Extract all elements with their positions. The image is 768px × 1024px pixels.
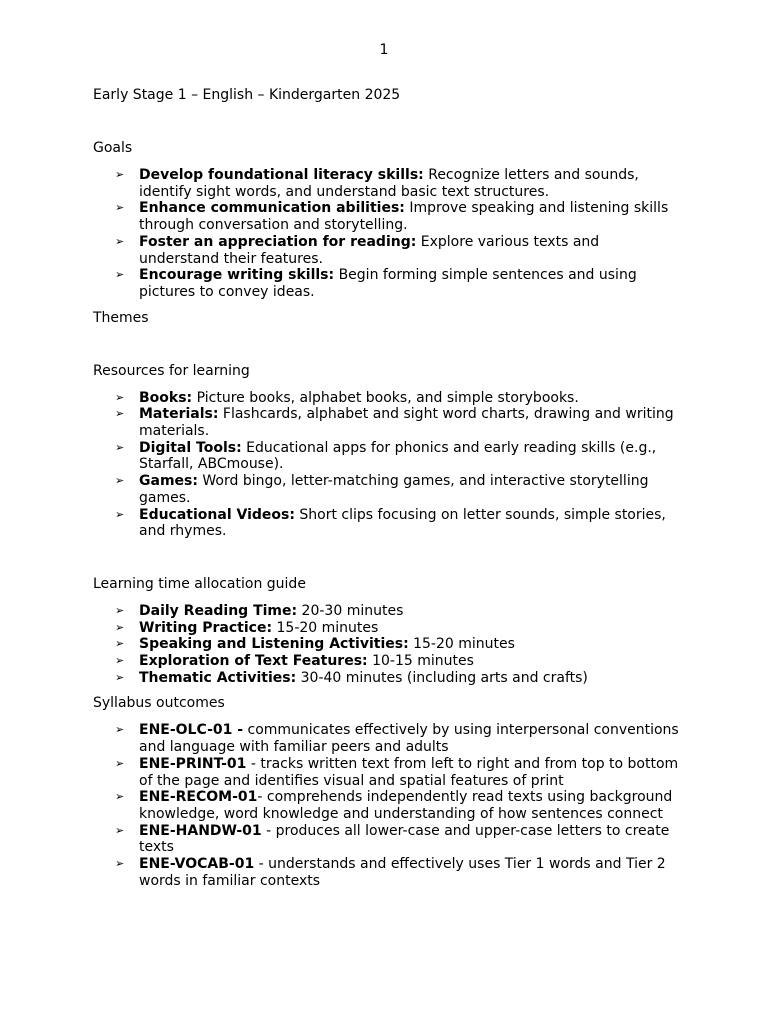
time-allocation-item-text: 15-20 minutes — [272, 619, 379, 636]
arrowhead-bullet-icon: ➢ — [115, 637, 125, 651]
resource-item-term: Materials: — [139, 406, 219, 423]
goal-item-text: Begin forming simple sentences and using pictures to convey ideas. — [139, 267, 637, 300]
time-allocation-item-text: 10-15 minutes — [367, 653, 474, 670]
time-allocation-item-term: Writing Practice: — [139, 619, 273, 636]
arrowhead-bullet-icon: ➢ — [115, 268, 125, 282]
time-allocation-item-term: Thematic Activities: — [139, 669, 297, 686]
arrowhead-bullet-icon: ➢ — [115, 857, 125, 871]
time-allocation-item-term: Daily Reading Time: — [139, 602, 298, 619]
goal-item-text: Improve speaking and listening skills through conversation and storytelling. — [139, 200, 669, 234]
outcome-item — [93, 823, 683, 856]
goal-item — [93, 200, 683, 233]
outcome-item-term: ENE-HANDW-01 — [139, 822, 262, 839]
outcome-item — [93, 756, 683, 789]
outcome-item-text: - comprehends independently read texts using background knowledge, word knowledge and understanding of how sentences connect — [139, 789, 673, 822]
time-allocation-list — [93, 603, 683, 687]
goal-item — [93, 234, 683, 267]
page-number: 1 — [379, 42, 389, 58]
goal-item-term: Encourage writing skills: — [139, 267, 335, 284]
goals-heading: Goals — [93, 140, 133, 156]
resource-item-term: Educational Videos: — [139, 506, 295, 523]
goal-item-term: Foster an appreciation for reading: — [139, 233, 417, 250]
outcome-item-text: - understands and effectively uses Tier 1 words and Tier 2 words in familiar contexts — [139, 856, 666, 889]
arrowhead-bullet-icon: ➢ — [115, 603, 125, 617]
arrowhead-bullet-icon: ➢ — [115, 670, 125, 684]
outcome-item — [93, 856, 683, 889]
resource-item-term: Digital Tools: — [139, 439, 242, 456]
time-allocation-item-term: Exploration of Text Features: — [139, 653, 368, 670]
resource-item — [93, 507, 683, 540]
outcome-item-term: ENE-PRINT-01 — [139, 755, 247, 772]
resources-list — [93, 390, 683, 540]
goal-item-text: Explore various texts and understand their features. — [139, 233, 600, 267]
resource-item-text: Short clips focusing on letter sounds, simple stories, and rhymes. — [139, 506, 666, 540]
arrowhead-bullet-icon: ➢ — [115, 474, 125, 488]
outcome-item-term: ENE-OLC-01 - — [139, 722, 244, 739]
time-allocation-item — [93, 653, 683, 670]
arrowhead-bullet-icon: ➢ — [115, 654, 125, 668]
resource-item-text: Educational apps for phonics and early reading skills (e.g., Starfall, ABCmouse). — [139, 439, 657, 473]
arrowhead-bullet-icon: ➢ — [115, 407, 125, 421]
outcome-item — [93, 722, 683, 755]
outcome-item-text: - tracks written text from left to right and from top to bottom of the page and identifies visual and spatial features of print — [139, 755, 679, 789]
resource-item — [93, 473, 683, 506]
resource-item — [93, 440, 683, 473]
arrowhead-bullet-icon: ➢ — [115, 790, 125, 804]
outcome-item-text: communicates effectively by using interpersonal conventions and language with familiar peers and adults — [139, 722, 679, 756]
outcome-item-term: ENE-RECOM-01 — [139, 789, 258, 806]
themes-heading: Themes — [93, 309, 149, 326]
arrowhead-bullet-icon: ➢ — [115, 234, 125, 248]
resources-heading: Resources for learning — [93, 362, 250, 379]
syllabus-outcomes-heading: Syllabus outcomes — [93, 695, 225, 712]
arrowhead-bullet-icon: ➢ — [115, 440, 125, 454]
time-allocation-item — [93, 670, 683, 687]
time-allocation-item — [93, 603, 683, 620]
arrowhead-bullet-icon: ➢ — [115, 390, 125, 404]
document-body — [93, 87, 683, 890]
time-allocation-heading: Learning time allocation guide — [93, 575, 306, 592]
time-allocation-item-text: 30-40 minutes (including arts and crafts) — [296, 669, 588, 686]
resource-item-text: Picture books, alphabet books, and simple storybooks. — [192, 389, 579, 406]
outcome-item-text: - produces all lower-case and upper-case letters to create texts — [139, 822, 670, 856]
resource-item — [93, 390, 683, 407]
arrowhead-bullet-icon: ➢ — [115, 723, 125, 737]
time-allocation-item-term: Speaking and Listening Activities: — [139, 636, 409, 653]
goal-item-term: Develop foundational literacy skills: — [139, 167, 424, 183]
resource-item-text: Word bingo, letter-matching games, and interactive storytelling games. — [139, 473, 649, 506]
document-title: Early Stage 1 – English – Kindergarten 2025 — [93, 87, 401, 103]
goal-item — [93, 167, 683, 200]
arrowhead-bullet-icon: ➢ — [115, 823, 125, 837]
goal-item-term: Enhance communication abilities: — [139, 200, 405, 217]
time-allocation-item-text: 15-20 minutes — [408, 636, 515, 653]
resource-item-term: Games: — [139, 473, 198, 490]
goal-item-text: Recognize letters and sounds, identify sight words, and understand basic text structures. — [139, 167, 639, 200]
arrowhead-bullet-icon: ➢ — [115, 756, 125, 770]
arrowhead-bullet-icon: ➢ — [115, 201, 125, 215]
resource-item-term: Books: — [139, 389, 193, 406]
resource-item-text: Flashcards, alphabet and sight word charts, drawing and writing materials. — [139, 406, 674, 440]
time-allocation-item — [93, 620, 683, 637]
resource-item — [93, 406, 683, 439]
goals-list — [93, 167, 683, 301]
goal-item — [93, 267, 683, 300]
syllabus-outcomes-list — [93, 722, 683, 889]
outcome-item-term: ENE-VOCAB-01 — [139, 856, 255, 873]
time-allocation-item-text: 20-30 minutes — [297, 602, 404, 619]
outcome-item — [93, 789, 683, 822]
arrowhead-bullet-icon: ➢ — [115, 168, 125, 181]
arrowhead-bullet-icon: ➢ — [115, 507, 125, 521]
arrowhead-bullet-icon: ➢ — [115, 620, 125, 634]
time-allocation-item — [93, 636, 683, 653]
